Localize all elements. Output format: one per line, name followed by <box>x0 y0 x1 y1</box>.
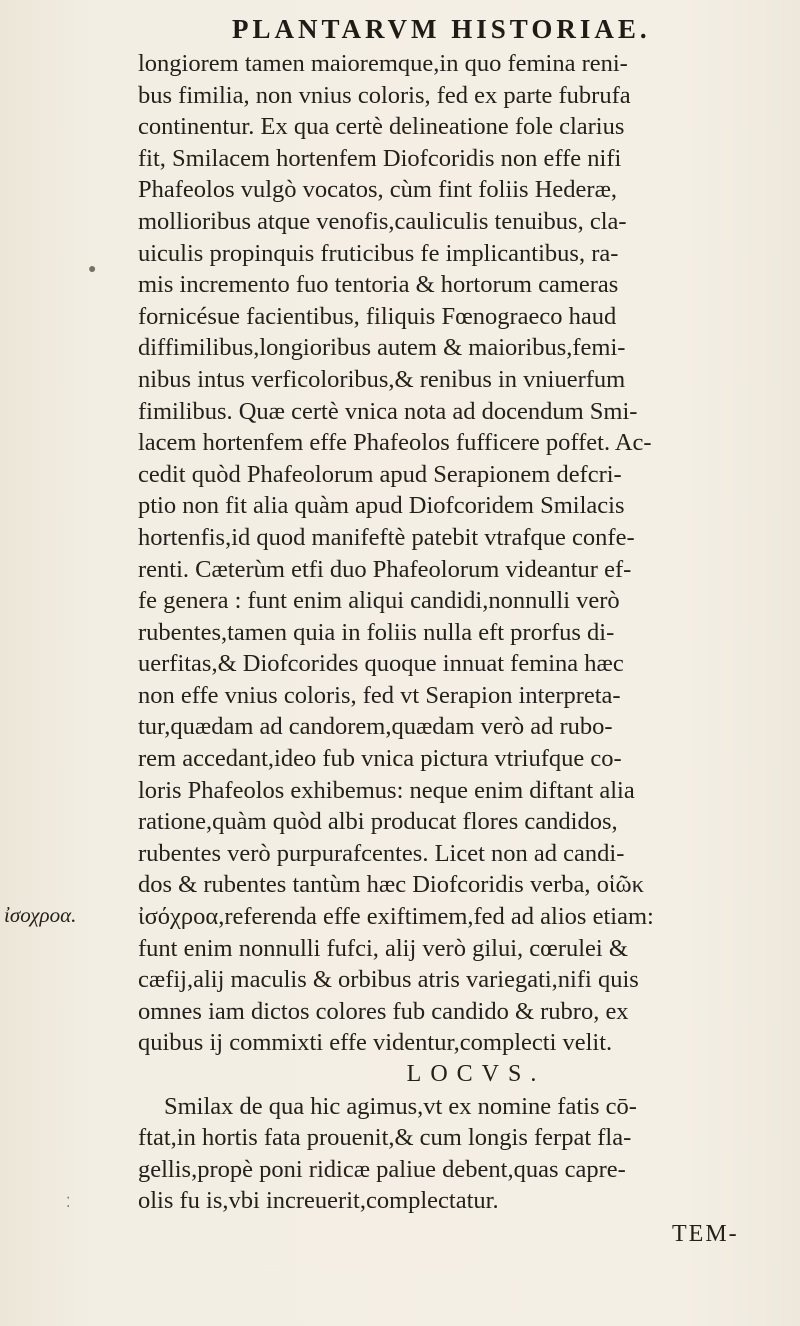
text-line: longiorem tamen maioremque,in quo femina reni- <box>138 50 628 77</box>
body-text <box>138 48 774 1217</box>
text-line: cedit quòd Phafeolorum apud Serapionem defcri- <box>138 460 622 488</box>
catchword: TEM- <box>672 1221 739 1247</box>
text-line: bus fimilia, non vnius coloris, fed ex parte fubrufa <box>138 81 631 109</box>
text-line: non effe vnius coloris, fed vt Serapion interpreta- <box>138 681 621 709</box>
text-line: funt enim nonnulli fufci, alij verò gilui, cœrulei & <box>138 934 628 962</box>
section-heading: LOCVS. <box>406 1061 546 1087</box>
text-line: rubentes verò purpurafcentes. Licet non ad candi- <box>138 839 625 867</box>
text-line: olis fu is,vbi increuerit,complectatur. <box>138 1187 499 1215</box>
text-line: loris Phafeolos exhibemus: neque enim diftant alia <box>138 776 635 804</box>
text-line: ftat,in hortis fata prouenit,& cum longis ferpat fla- <box>138 1124 632 1152</box>
text-line: diffimilibus,longioribus autem & maioribus,femi- <box>138 334 626 362</box>
running-head: PLANTARVM HISTORIAE. <box>232 14 651 44</box>
text-line: fimilibus. Quæ certè vnica nota ad docendum Smi- <box>138 397 638 425</box>
text-line: ratione,quàm quòd albi producat flores candidos, <box>138 808 618 836</box>
text-line: continentur. Ex qua certè delineatione fole clarius <box>138 113 625 141</box>
text-line: mollioribus atque venofis,cauliculis tenuibus, cla- <box>138 207 627 235</box>
text-line: renti. Cæterùm etfi duo Phafeolorum videantur ef- <box>138 555 632 583</box>
text-line: cæfij,alij maculis & orbibus atris variegati,nifi quis <box>138 966 639 994</box>
text-line: fe genera : funt enim aliqui candidi,nonnulli verò <box>138 587 620 615</box>
ink-dot: ● <box>88 262 97 277</box>
text-line: hortenfis,id quod manifeftè patebit vtrafque confe- <box>138 523 635 551</box>
text-line: omnes iam dictos colores fub candido & rubro, ex <box>138 997 629 1025</box>
ink-speck: ⁚ <box>66 1196 71 1211</box>
margin-note: ἰσοχροα. <box>4 903 77 927</box>
text-line: mis incremento fuo tentoria & hortorum cameras <box>138 271 619 299</box>
text-line: gellis,propè poni ridicæ paliue debent,quas capre- <box>138 1155 626 1183</box>
text-line: fornicésue facientibus, filiquis Fœnograeco haud <box>138 302 617 330</box>
text-line: uerfitas,& Diofcorides quoque innuat femina hæc <box>138 650 624 678</box>
text-line: quibus ij commixti effe videntur,complecti velit. <box>138 1029 613 1057</box>
text-line: Phafeolos vulgò vocatos, cùm fint foliis Hederæ, <box>138 176 618 204</box>
text-line: ptio non fit alia quàm apud Diofcoridem Smilacis <box>138 492 625 520</box>
text-line: rubentes,tamen quia in foliis nulla eft prorfus di- <box>138 618 615 646</box>
text-line: Smilax de qua hic agimus,vt ex nomine fatis cō- <box>164 1092 637 1120</box>
text-line: fit, Smilacem hortenfem Diofcoridis non effe nifi <box>138 144 622 172</box>
text-line: uiculis propinquis fruticibus fe implicantibus, ra- <box>138 239 619 267</box>
text-line: dos & rubentes tantùm hæc Diofcoridis verba, οἱῶκ <box>138 871 644 899</box>
text-line: nibus intus verficoloribus,& renibus in vniuerfum <box>138 365 626 393</box>
text-line: ἰσόχροα,referenda effe exiftimem,fed ad alios etiam: <box>138 903 654 931</box>
text-line: lacem hortenfem effe Phafeolos fufficere poffet. Ac- <box>138 429 652 457</box>
text-line: rem accedant,ideo fub vnica pictura vtriufque co- <box>138 745 622 773</box>
text-line: tur,quædam ad candorem,quædam verò ad rubo- <box>138 713 613 741</box>
